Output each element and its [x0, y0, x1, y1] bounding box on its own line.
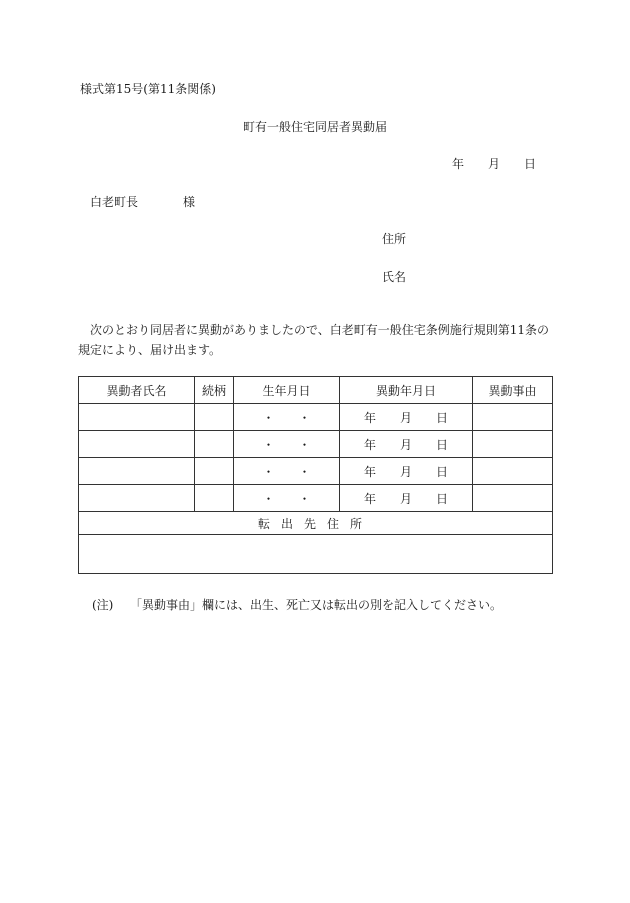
- day-label: 日: [435, 464, 448, 479]
- header-reason: 異動事由: [473, 377, 553, 404]
- table-row: [79, 431, 553, 458]
- date-month-label: 月: [488, 157, 501, 171]
- destination-body-row: [79, 535, 553, 574]
- note: [92, 596, 502, 613]
- note-text: 「異動事由」欄には、出生、死亡又は転出の別を記入してください。: [130, 598, 503, 612]
- applicant-address-label: 住所: [382, 232, 407, 246]
- note-tag: (注): [92, 598, 114, 612]
- cell-change-date[interactable]: [340, 485, 473, 512]
- day-label: 日: [435, 410, 448, 425]
- cell-birthdate[interactable]: [234, 458, 340, 485]
- header-change-date: 異動年月日: [340, 377, 473, 404]
- document-title: 町有一般住宅同居者異動届: [242, 120, 387, 134]
- cell-birthdate[interactable]: [234, 404, 340, 431]
- destination-address-field[interactable]: [79, 535, 553, 574]
- cell-relationship[interactable]: [195, 431, 234, 458]
- table-header-row: [79, 377, 553, 404]
- dot-separator: ・: [262, 410, 275, 425]
- header-birthdate: 生年月日: [234, 377, 340, 404]
- cell-relationship[interactable]: [195, 458, 234, 485]
- dot-separator: ・: [262, 437, 275, 452]
- month-label: 月: [399, 437, 412, 452]
- dot-separator: ・: [298, 464, 311, 479]
- dot-separator: ・: [298, 410, 311, 425]
- header-relationship: 続柄: [195, 377, 234, 404]
- year-label: 年: [363, 491, 376, 506]
- table-row: [79, 404, 553, 431]
- cell-change-date[interactable]: [340, 458, 473, 485]
- record-table: [78, 376, 553, 574]
- table-row: [79, 458, 553, 485]
- cell-name[interactable]: [79, 458, 195, 485]
- cell-change-date[interactable]: [340, 431, 473, 458]
- addressee: 白老町長: [90, 195, 139, 209]
- cell-name[interactable]: [79, 485, 195, 512]
- destination-header-row: [79, 512, 553, 535]
- cell-reason[interactable]: [473, 485, 553, 512]
- date-day-label: 日: [524, 157, 537, 171]
- cell-reason[interactable]: [473, 404, 553, 431]
- month-label: 月: [399, 464, 412, 479]
- cell-birthdate[interactable]: [234, 485, 340, 512]
- table-row: [79, 485, 553, 512]
- dot-separator: ・: [262, 491, 275, 506]
- body-text: 次のとおり同居者に異動がありましたので、白老町有一般住宅条例施行規則第11条の規定により、届け出ます。: [78, 323, 550, 357]
- cell-relationship[interactable]: [195, 485, 234, 512]
- cell-change-date[interactable]: [340, 404, 473, 431]
- cell-relationship[interactable]: [195, 404, 234, 431]
- date-year-label: 年: [452, 157, 465, 171]
- cell-reason[interactable]: [473, 431, 553, 458]
- dot-separator: ・: [298, 491, 311, 506]
- cell-birthdate[interactable]: [234, 431, 340, 458]
- cell-name[interactable]: [79, 404, 195, 431]
- header-name: 異動者氏名: [79, 377, 195, 404]
- day-label: 日: [435, 491, 448, 506]
- destination-address-label: 転出先住所: [79, 512, 553, 535]
- dot-separator: ・: [298, 437, 311, 452]
- year-label: 年: [363, 410, 376, 425]
- applicant-name-label: 氏名: [382, 270, 407, 284]
- year-label: 年: [363, 437, 376, 452]
- honorific: 様: [183, 195, 196, 209]
- cell-name[interactable]: [79, 431, 195, 458]
- month-label: 月: [399, 410, 412, 425]
- year-label: 年: [363, 464, 376, 479]
- cell-reason[interactable]: [473, 458, 553, 485]
- form-number: 様式第15号(第11条関係): [80, 82, 216, 96]
- dot-separator: ・: [262, 464, 275, 479]
- month-label: 月: [399, 491, 412, 506]
- day-label: 日: [435, 437, 448, 452]
